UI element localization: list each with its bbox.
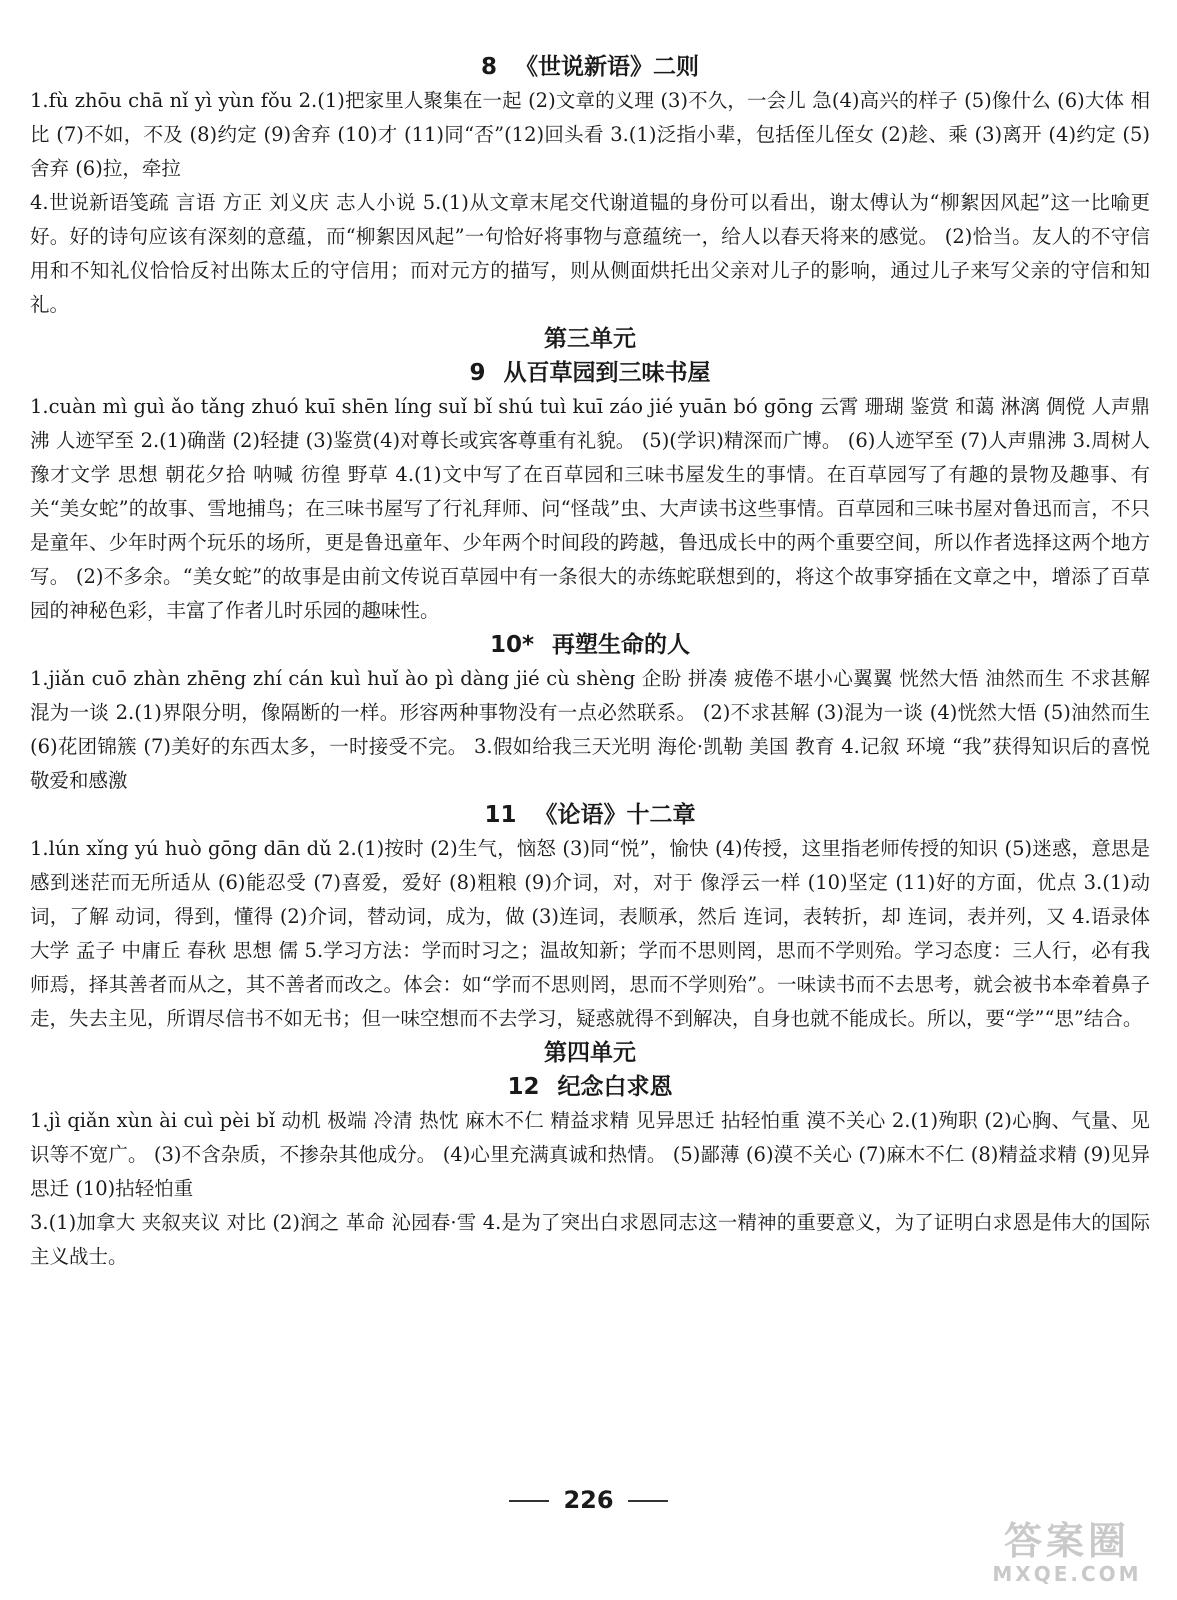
- lesson-heading: [30, 1070, 1150, 1104]
- footer-dash-left: [509, 1500, 549, 1502]
- lesson-number: 10*: [489, 632, 535, 658]
- watermark: [982, 1520, 1152, 1590]
- page-footer: [0, 1486, 1177, 1514]
- unit-title: 第三单元: [544, 326, 636, 352]
- answer-paragraph: 1.lún xǐng yú huò gōng dān dǔ 2.(1)按时 (2)生气，恼怒 (3)同“悦”，愉快 (4)传授，这里指老师传授的知识 (5)迷惑，意思是感到迷茫而无所适从 (6)能忍受 (7)喜爱，爱好 (8)粗粮 (9)介词，对，对于 像浮云一样 (10)坚定 (11)好的方面，优点 3.(1)动词，了解 动词，得到，懂得 (2)介词，替动词，成为，做 (3)连词，表顺承，然后 连词，表转折，却 连词，表并列，又 4.语录体 大学 孟子 中庸丘 春秋 思想 儒 5.学习方法：学而时习之；温故知新；学而不思则罔，思而不学则殆。学习态度：三人行，必有我师焉，择其善者而从之，其不善者而改之。体会：如“学而不思则罔，思而不学则殆”。一味读书而不去思考，就会被书本牵着鼻子走，失去主见，所谓尽信书不如无书；但一味空想而不去学习，疑惑就得不到解决，自身也就不能成长。所以，要“学”“思”结合。: [30, 837, 1150, 1030]
- answer-paragraph: 3.(1)加拿大 夹叙夹议 对比 (2)润之 革命 沁园春·雪 4.是为了突出白求恩同志这一精神的重要意义，为了证明白求恩是伟大的国际主义战士。: [30, 1211, 1150, 1268]
- lesson-title: 再塑生命的人: [552, 632, 691, 658]
- lesson-heading: [30, 798, 1150, 832]
- lesson-title: 从百草园到三味书屋: [503, 360, 711, 386]
- lesson-title: 《论语》十二章: [534, 802, 696, 828]
- lesson-number: 8: [480, 54, 497, 80]
- lesson-section: [30, 628, 1150, 798]
- footer-dash-right: [628, 1500, 668, 1502]
- answer-paragraph: 1.jiǎn cuō zhàn zhēng zhí cán kuì huǐ ào pì dàng jié cù shèng 企盼 拼凑 疲倦不堪小心翼翼 恍然大悟 油然而生 不求甚解 混为一谈 2.(1)界限分明，像隔断的一样。形容两种事物没有一点必然联系。 (2)不求甚解 (3)混为一谈 (4)恍然大悟 (5)油然而生 (6)花团锦簇 (7)美好的东西太多，一时接受不完。 3.假如给我三天光明 海伦·凯勒 美国 教育 4.记叙 环境 “我”获得知识后的喜悦 敬爱和感激: [30, 667, 1150, 792]
- lesson-number: 12: [507, 1074, 540, 1100]
- answer-paragraph: 1.fù zhōu chā nǐ yì yùn fǒu 2.(1)把家里人聚集在一起 (2)文章的义理 (3)不久，一会儿 急(4)高兴的样子 (5)像什么 (6)大体 相比 (7)不如，不及 (8)约定 (9)舍弃 (10)才 (11)同“否”(12)回头看 3.(1)泛指小辈，包括侄儿侄女 (2)趁、乘 (3)离开 (4)约定 (5)舍弃 (6)拉，牵拉: [30, 89, 1150, 180]
- unit-title: 第四单元: [544, 1040, 636, 1066]
- lesson-number: 11: [484, 802, 517, 828]
- lesson-heading: [30, 628, 1150, 662]
- lesson-title: 纪念白求恩: [557, 1074, 673, 1100]
- lesson-section: [30, 50, 1150, 322]
- lesson-section: [30, 798, 1150, 1036]
- answer-paragraph: 1.jì qiǎn xùn ài cuì pèi bǐ 动机 极端 冷清 热忱 麻木不仁 精益求精 见异思迁 拈轻怕重 漠不关心 2.(1)殉职 (2)心胸、气量、见识等不宽广。 (3)不含杂质，不掺杂其他成分。 (4)心里充满真诚和热情。 (5)鄙薄 (6)漠不关心 (7)麻木不仁 (8)精益求精 (9)见异思迁 (10)拈轻怕重: [30, 1109, 1150, 1200]
- lesson-section: [30, 322, 1150, 628]
- answer-paragraph: 1.cuàn mì guì ǎo tǎng zhuó kuī shēn líng suǐ bǐ shú tuì kuī záo jié yuān bó gōng 云霄 珊瑚 鉴赏 和蔼 淋漓 倜傥 人声鼎沸 人迹罕至 2.(1)确凿 (2)轻捷 (3)鉴赏(4)对尊长或宾客尊重有礼貌。 (5)(学识)精深而广博。 (6)人迹罕至 (7)人声鼎沸 3.周树人 豫才文学 思想 朝花夕拾 呐喊 彷徨 野草 4.(1)文中写了在百草园和三味书屋发生的事情。在百草园写了有趣的景物及趣事、有关“美女蛇”的故事、雪地捕鸟；在三味书屋写了行礼拜师、问“怪哉”虫、大声读书这些事情。百草园和三味书屋对鲁迅而言，不只是童年、少年时两个玩乐的场所，更是鲁迅童年、少年两个时间段的跨越，鲁迅成长中的两个重要空间，所以作者选择这两个地方写。 (2)不多余。“美女蛇”的故事是由前文传说百草园中有一条很大的赤练蛇联想到的，将这个故事穿插在文章之中，增添了百草园的神秘色彩，丰富了作者儿时乐园的趣味性。: [30, 395, 1150, 622]
- lesson-section: [30, 1036, 1150, 1274]
- lesson-number: 9: [469, 360, 486, 386]
- lesson-heading: [30, 356, 1150, 390]
- lesson-heading: [30, 50, 1150, 84]
- answer-paragraph: 4.世说新语笺疏 言语 方正 刘义庆 志人小说 5.(1)从文章末尾交代谢道韫的身份可以看出，谢太傅认为“柳絮因风起”这一比喻更好。好的诗句应该有深刻的意蕴，而“柳絮因风起”一句恰好将事物与意蕴统一，给人以春天将来的感觉。 (2)恰当。友人的不守信用和不知礼仪恰恰反衬出陈太丘的守信用；而对元方的描写，则从侧面烘托出父亲对儿子的影响，通过儿子来写父亲的守信和知礼。: [30, 191, 1150, 316]
- page-content: [30, 50, 1150, 1274]
- watermark-url: MXQE.COM: [992, 1562, 1142, 1586]
- lesson-title: 《世说新语》二则: [515, 54, 699, 80]
- watermark-logo: 答案圈: [1003, 1519, 1130, 1563]
- page-number: 226: [563, 1486, 614, 1514]
